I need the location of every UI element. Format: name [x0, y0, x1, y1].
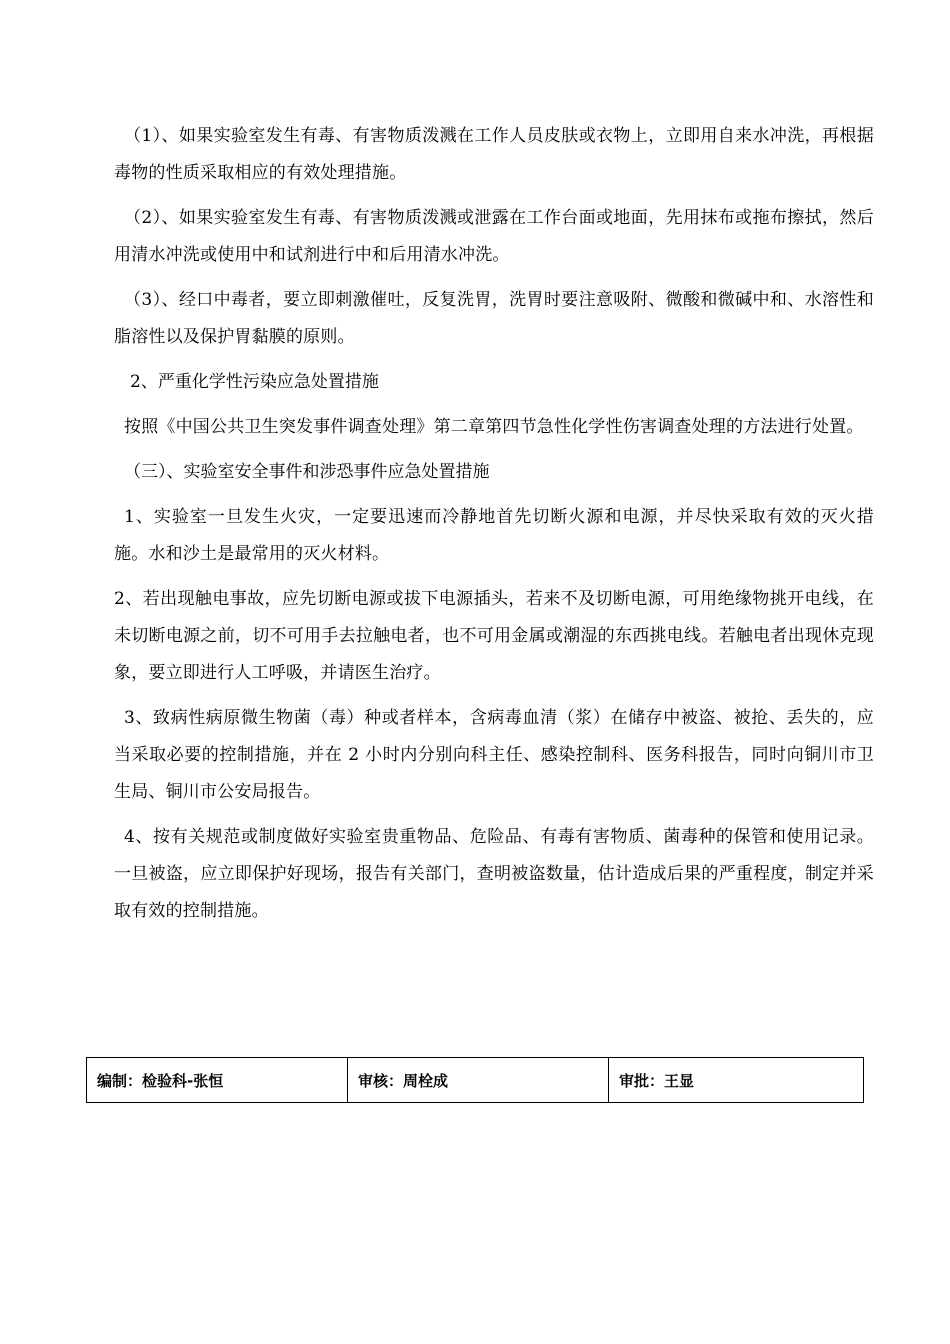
editor-cell: 编制：检验科-张恒: [87, 1058, 348, 1103]
body-paragraph: （3）、经口中毒者，要立即刺激催吐，反复洗胃，洗胃时要注意吸附、微酸和微碱中和、水溶性和脂溶性以及保护胃黏膜的原则。: [114, 290, 874, 347]
signoff-row: [87, 1058, 864, 1103]
section-heading: 2、严重化学性污染应急处置措施: [130, 372, 379, 392]
body-paragraph: （2）、如果实验室发生有毒、有害物质泼溅或泄露在工作台面或地面，先用抹布或拖布擦拭，然后用清水冲洗或使用中和试剂进行中和后用清水冲洗。: [114, 208, 874, 265]
body-paragraph: 3、致病性病原微生物菌（毒）种或者样本，含病毒血清（浆）在储存中被盗、被抢、丢失的，应当采取必要的控制措施，并在 2 小时内分别向科主任、感染控制科、医务科报告，同时向铜川市卫生局、铜川市公安局报告。: [114, 708, 874, 802]
body-paragraph: （1）、如果实验室发生有毒、有害物质泼溅在工作人员皮肤或衣物上，立即用自来水冲洗，再根据毒物的性质采取相应的有效处理措施。: [114, 126, 874, 183]
section-heading: （三）、实验室安全事件和涉恐事件应急处置措施: [124, 462, 490, 482]
body-paragraph: 4、按有关规范或制度做好实验室贵重物品、危险品、有毒有害物质、菌毒种的保管和使用记录。一旦被盗，应立即保护好现场，报告有关部门，查明被盗数量，估计造成后果的严重程度，制定并采取有效的控制措施。: [114, 827, 874, 921]
document-body: [114, 118, 874, 938]
body-paragraph: 按照《中国公共卫生突发事件调查处理》第二章第四节急性化学性伤害调查处理的方法进行处置。: [124, 417, 864, 437]
reviewer-cell: 审核：周栓成: [348, 1058, 609, 1103]
approver-cell: 审批：王显: [609, 1058, 864, 1103]
body-paragraph: 2、若出现触电事故，应先切断电源或拔下电源插头，若来不及切断电源，可用绝缘物挑开电线，在未切断电源之前，切不可用手去拉触电者，也不可用金属或潮湿的东西挑电线。若触电者出现休克现象，要立即进行人工呼吸，并请医生治疗。: [114, 589, 874, 683]
signoff-table: [86, 1057, 864, 1103]
body-paragraph: 1、实验室一旦发生火灾，一定要迅速而冷静地首先切断火源和电源，并尽快采取有效的灭火措施。水和沙土是最常用的灭火材料。: [114, 507, 874, 564]
